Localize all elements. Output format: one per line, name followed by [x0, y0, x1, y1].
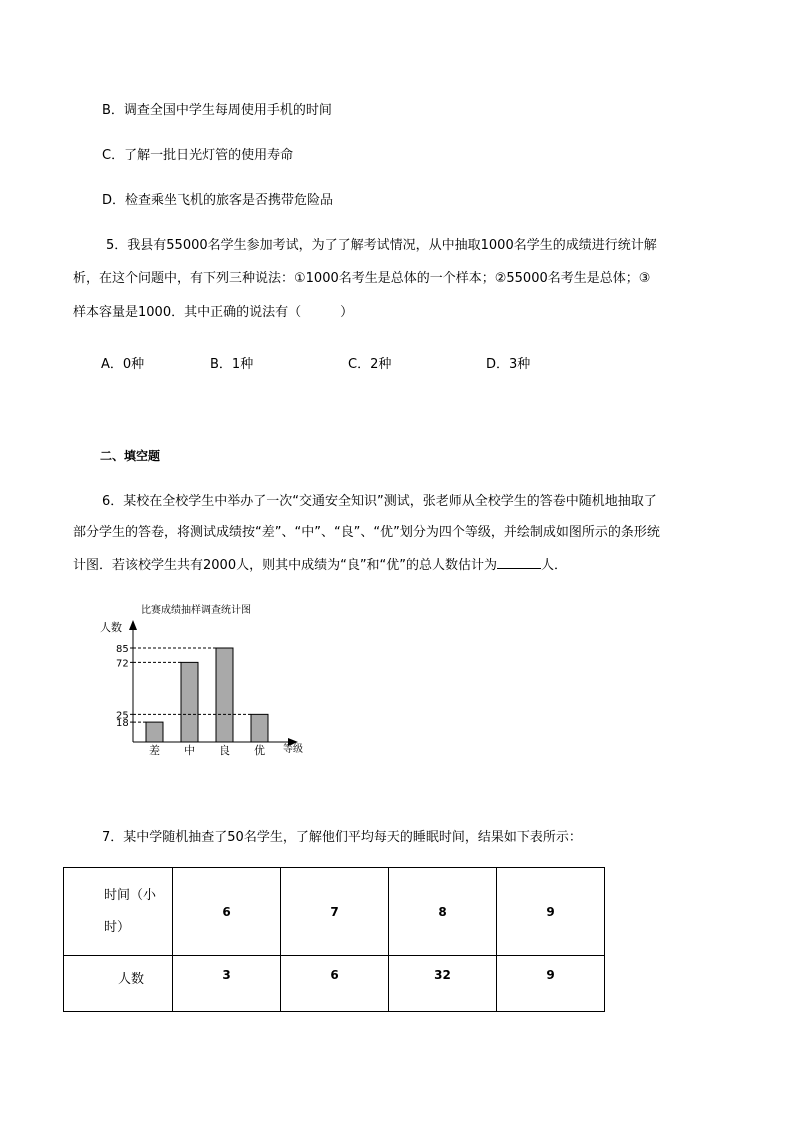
q6-line-2: 部分学生的答卷，将测试成绩按“差”、“中”、“良”、“优”划分为四个等级，并绘制成如图所示的条形统	[73, 525, 660, 540]
q5-line-1: 5．我县有55000名学生参加考试，为了了解考试情况，从中抽取1000名学生的成绩进行统计解	[106, 238, 657, 253]
cell-count-8: 32	[434, 968, 451, 982]
q5-line-3: 样本容量是1000．其中正确的说法有（ ）	[73, 305, 354, 320]
sleep-time-table	[63, 867, 605, 1012]
y-tick-label: 72	[116, 658, 129, 670]
q5-option-b: B．1种	[210, 357, 254, 372]
chart-title: 比赛成绩抽样调查统计图	[141, 605, 251, 616]
q4-option-c: C．了解一批日光灯管的使用寿命	[102, 148, 294, 163]
category-label: 差	[149, 744, 160, 757]
cell-hours-8: 8	[389, 868, 497, 956]
y-tick-label: 25	[116, 710, 129, 722]
y-axis-label: 人数	[100, 621, 122, 634]
q6-line-1: 6．某校在全校学生中举办了一次“交通安全知识”测试，张老师从全校学生的答卷中随机地抽取了	[102, 494, 657, 509]
y-tick-label: 85	[116, 644, 129, 655]
q4-option-d: D．检查乘坐飞机的旅客是否携带危险品	[102, 193, 334, 208]
bar-chart	[96, 600, 326, 762]
cell-hours-9: 9	[497, 868, 605, 956]
row-header-hours	[64, 868, 173, 956]
x-axis-label: 等级	[283, 744, 303, 755]
q5-option-c: C．2种	[348, 357, 392, 372]
q5-line-2: 析，在这个问题中，有下列三种说法：①1000名考生是总体的一个样本；②55000名考生是总体；③	[73, 271, 651, 286]
category-label: 良	[219, 744, 230, 757]
q6-line-3-text: 计图．若该校学生共有2000人，则其中成绩为“良”和“优”的总人数估计为	[73, 558, 498, 573]
bar-2	[181, 662, 198, 742]
cell-hours-6: 6	[173, 868, 281, 956]
q6-line-3-end: 人．	[541, 558, 568, 573]
bar-1	[146, 722, 163, 742]
table-row	[64, 868, 605, 956]
category-label: 优	[254, 744, 265, 757]
cell-count-7: 6	[330, 968, 339, 982]
category-label: 中	[184, 744, 195, 757]
y-tick-label: 18	[116, 718, 129, 730]
q5-option-d: D．3种	[486, 357, 531, 372]
q7-intro: 7．某中学随机抽查了50名学生，了解他们平均每天的睡眠时间，结果如下表所示：	[102, 830, 582, 845]
row-header-hours-line2: 时）	[104, 919, 131, 935]
row-header-hours-line1: 时间（小	[104, 887, 157, 903]
bar-4	[251, 714, 268, 742]
y-axis-arrow	[129, 620, 137, 630]
row-header-count: 人数	[118, 972, 145, 987]
bar-3	[216, 648, 233, 742]
cell-count-9: 9	[546, 968, 555, 982]
section-title-fill-in: 二、填空题	[100, 449, 161, 463]
cell-hours-7: 7	[281, 868, 389, 956]
table-row	[64, 956, 605, 1012]
cell-count-6: 3	[222, 968, 231, 982]
q4-option-b: B．调查全国中学生每周使用手机的时间	[102, 103, 332, 118]
answer-blank	[497, 556, 541, 569]
q5-option-a: A．0种	[101, 357, 145, 372]
q6-line-3	[73, 556, 567, 575]
